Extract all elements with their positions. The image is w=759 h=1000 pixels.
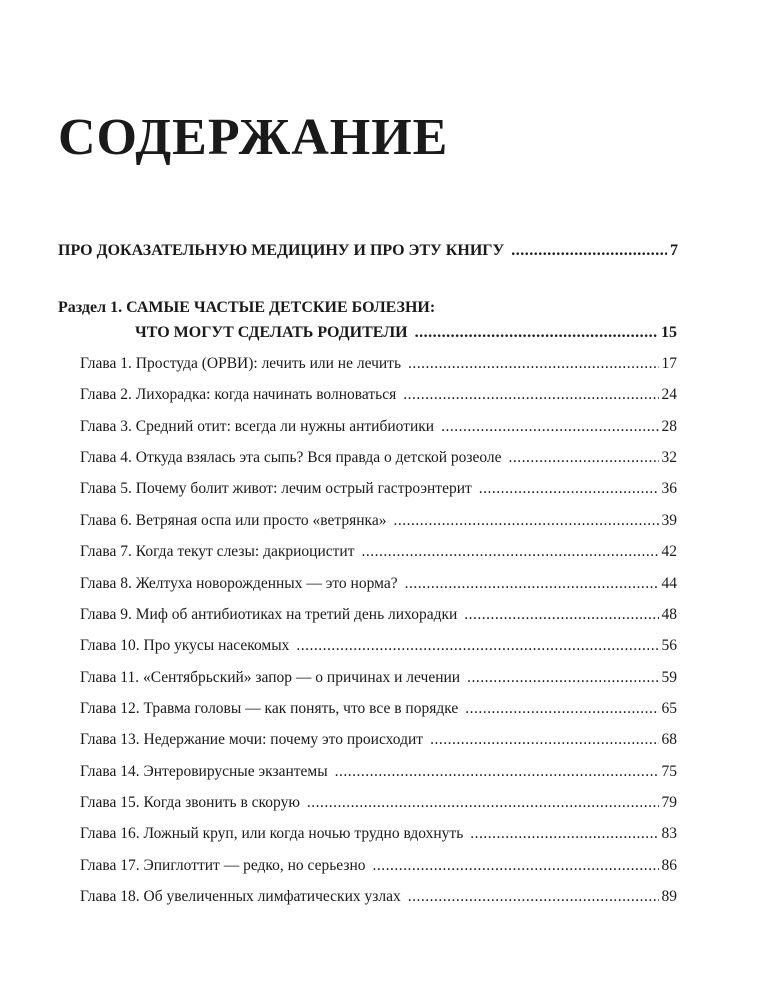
chapter-title: Глава 7. Когда текут слезы: дакриоцистит [80,543,355,561]
chapter-title: Глава 2. Лихорадка: когда начинать волноваться [80,386,397,404]
toc-entry-chapter[interactable] [80,419,677,435]
toc-page-number: 75 [661,762,677,780]
toc-entry-chapter[interactable] [80,607,677,623]
toc-entry-chapter[interactable] [80,795,677,811]
toc-page-number: 28 [661,417,677,435]
toc-entry-chapter[interactable] [80,481,677,497]
toc-page-number: 59 [661,668,677,686]
toc-page-number: 83 [661,825,677,843]
dot-leader [511,243,667,259]
dot-leader [373,858,659,874]
dot-leader [479,481,659,497]
chapter-title: Глава 5. Почему болит живот: лечим острый гастроэнтерит [80,480,472,498]
dot-leader [403,387,658,403]
dot-leader [470,826,658,842]
chapter-title: Глава 9. Миф об антибиотиках на третий день лихорадки [80,605,458,623]
dot-leader [415,325,658,341]
toc-page-number: 48 [661,605,677,623]
chapter-title: Глава 13. Недержание мочи: почему это происходит [80,731,424,749]
toc-entry-chapter[interactable] [80,701,677,717]
toc-entry-chapter[interactable] [80,889,677,905]
chapter-title: Глава 11. «Сентябрьский» запор — о причинах и лечении [80,668,461,686]
dot-leader [362,544,659,560]
dot-leader [393,513,658,529]
dot-leader [405,576,659,592]
dot-leader [408,889,659,905]
chapter-title: Глава 4. Откуда взялась эта сыпь? Вся правда о детской розеоле [80,449,502,467]
chapter-title: Глава 3. Средний отит: всегда ли нужны антибиотики [80,417,435,435]
dot-leader [335,764,659,780]
toc-page-number: 89 [661,888,677,905]
toc-page-number: 24 [661,386,677,404]
toc-entry-chapter[interactable] [80,732,677,748]
toc-entry-chapter[interactable] [80,764,677,780]
toc-page-number: 15 [661,324,677,341]
toc-page-number: 44 [661,574,677,592]
toc-entry-chapter[interactable] [80,387,677,403]
dot-leader [307,795,659,811]
toc-page-number: 56 [661,637,677,655]
toc-entry-intro[interactable] [58,243,678,259]
section-heading-line1: Раздел 1. САМЫЕ ЧАСТЫЕ ДЕТСКИЕ БОЛЕЗНИ: [58,299,436,316]
chapter-title: Глава 1. Простуда (ОРВИ): лечить или не лечить [80,355,402,372]
toc-entry-chapter[interactable] [80,826,677,842]
chapter-title: Глава 10. Про укусы насекомых [80,637,290,655]
toc-entry-chapter[interactable] [80,670,677,686]
toc-entry-chapter[interactable] [80,638,677,654]
toc-entry-label: ПРО ДОКАЗАТЕЛЬНУЮ МЕДИЦИНУ И ПРО ЭТУ КНИГУ [58,242,505,259]
chapter-title: Глава 15. Когда звонить в скорую [80,793,300,811]
page-title: СОДЕРЖАНИЕ [58,109,449,166]
dot-leader [465,701,658,717]
toc-entry-chapter[interactable] [80,450,677,466]
chapter-title: Глава 18. Об увеличенных лимфатических узлах [80,888,401,905]
toc-page-number: 42 [661,543,677,561]
toc-entry-chapter[interactable] [80,356,677,372]
chapter-title: Глава 12. Травма головы — как понять, что все в порядке [80,699,459,717]
toc-page-number: 86 [661,856,677,874]
dot-leader [408,356,658,372]
toc-page-number: 79 [661,793,677,811]
toc-page-number: 7 [670,242,678,259]
dot-leader [467,670,658,686]
dot-leader [509,450,659,466]
section-heading-line2: ЧТО МОГУТ СДЕЛАТЬ РОДИТЕЛИ [135,324,408,341]
chapter-title: Глава 16. Ложный круп, или когда ночью трудно вдохнуть [80,825,464,843]
toc-page-number: 68 [661,731,677,749]
toc-entry-chapter[interactable] [80,544,677,560]
chapter-title: Глава 17. Эпиглоттит — редко, но серьезно [80,856,366,874]
dot-leader [430,732,658,748]
dot-leader [296,638,658,654]
chapter-title: Глава 14. Энтеровирусные экзантемы [80,762,328,780]
dot-leader [441,419,658,435]
toc-entry-chapter[interactable] [80,576,677,592]
toc-entry-chapter[interactable] [80,858,677,874]
toc-entry-chapter[interactable] [80,513,677,529]
toc-page-number: 65 [661,699,677,717]
chapter-title: Глава 6. Ветряная оспа или просто «ветрянка» [80,511,387,529]
dot-leader [464,607,658,623]
toc-page-number: 39 [661,511,677,529]
chapter-title: Глава 8. Желтуха новорожденных — это норма? [80,574,398,592]
toc-page-number: 32 [661,449,677,467]
toc-page-number: 17 [661,355,677,372]
toc-entry-section-1[interactable] [135,325,677,341]
toc-page-number: 36 [661,480,677,498]
